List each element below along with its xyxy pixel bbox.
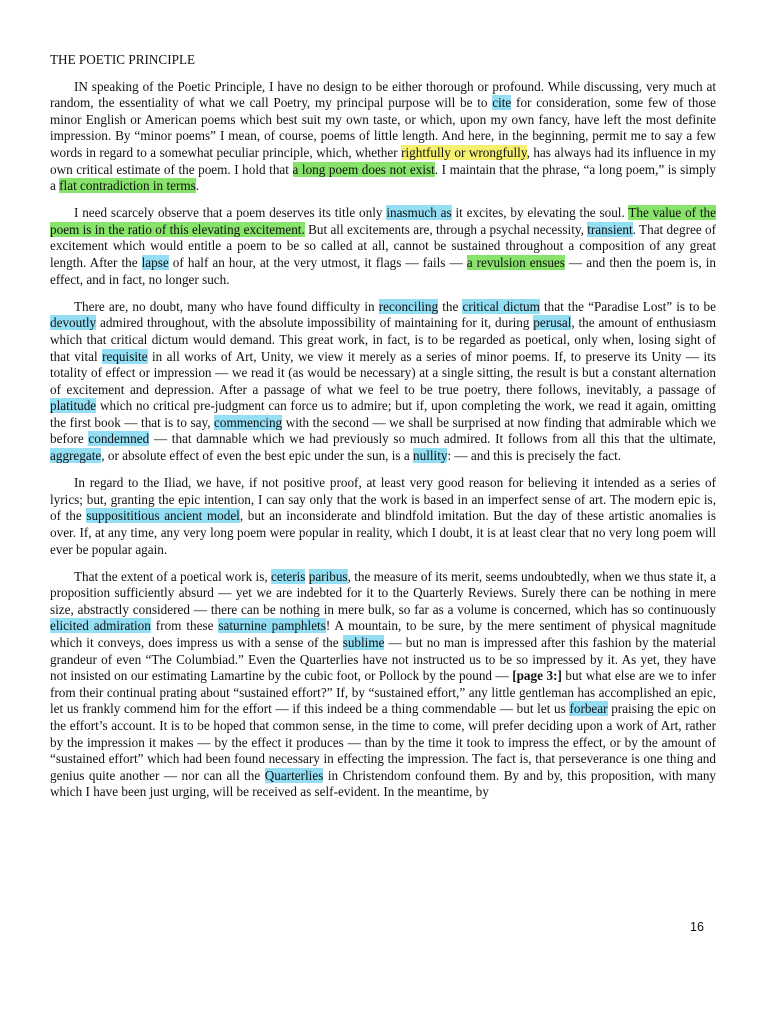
highlighted-phrase: The value of the poem is in the ratio of this elevating excitement. [50, 205, 716, 237]
text-run: which no critical pre-judgment can force us to admire; but if, upon completing the work, we read it again, omitting the first book — that is to say, [50, 398, 716, 430]
text-run: in Christendom confound them. By and by, this proposition, with many which I have been just urging, will be received as self-evident. In the meantime, by [50, 767, 717, 800]
highlighted-phrase: critical dictum [462, 298, 540, 314]
highlighted-phrase: condemned [88, 431, 150, 447]
highlighted-phrase: a long poem does not exist [292, 161, 435, 177]
text-run: , but an inconsiderate and blindfold imitation. But the day of these artistic anomalies is over. If, at any time, any very long poem were popular in reality, which I doubt, it is at least clear that no very long poem will ever be popular again. [50, 508, 716, 557]
text-run: — but no man is impressed after this fashion by the material grandeur of even “The Columbiad.” Even the Quarterlies have not instructed us to be so impressed by it. As yet, they have not insisted on our estimating Lamartine by the cubic foot, or Pollock by the pound — [50, 635, 717, 684]
text-run: in all works of Art, Unity, we view it merely as a series of minor poems. If, to preserve its Unity — its totality of effect or impression — we read it (as would be necessary) at a single sitting, the result is but a constant alternation of excitement and depression. After a passage of what we feel to be true poetry, there follows, inevitably, a passage of [50, 348, 716, 397]
text-run: , or absolute effect of even the best epic under the sun, is a [101, 448, 414, 464]
text-run: , the measure of its merit, seems undoubtedly, when we thus state it, a proposition sufficiently absurd — yet we are indebted for it to the Quarterly Reviews. Surely there can be nothing in mere size, abstractly considered — there can be nothing in mere bulk, so far as a volume is concerned, which has so continuously [50, 568, 717, 617]
highlighted-phrase: Quarterlies [264, 767, 324, 783]
text-run: I need scarcely observe that a poem deserves its title only [74, 205, 387, 221]
highlighted-phrase: requisite [102, 348, 148, 364]
highlighted-phrase: nullity [413, 448, 448, 464]
highlighted-phrase: flat contradiction in terms [59, 178, 196, 194]
highlighted-phrase: sublime [342, 635, 385, 650]
page-marker: [page 3:] [512, 668, 562, 684]
paragraph [50, 475, 716, 558]
highlighted-phrase: ceteris [270, 568, 306, 584]
highlighted-phrase: supposititious ancient model [86, 508, 240, 524]
paragraph [50, 79, 716, 195]
text-run: — that damnable which we had previously so much admired. It follows from all this that the ultimate, [149, 431, 716, 447]
text-run: ! A mountain, to be sure, by the mere sentiment of physical magnitude which it conveys, does impress us with a sense of the [50, 618, 716, 650]
text-run: with the second — we shall be surprised at now finding that admirable which we before [50, 414, 717, 447]
paragraph [50, 299, 716, 465]
highlighted-phrase: saturnine pamphlets [218, 618, 326, 634]
text-run: . [195, 178, 200, 194]
highlighted-phrase: forbear [569, 701, 608, 717]
text-run: for consideration, some few of those minor English or American poems which best suit my own taste, or which, upon my own fancy, have left the most definite impression. By “minor poems” I mean, of course, poems of little length. And here, in the beginning, permit me to say a few words in regard to a somewhat peculiar principle, which, whether [50, 95, 716, 160]
text-run: That the extent of a poetical work is, [74, 568, 271, 584]
text-run: of half an hour, at the very utmost, it flags — fails — [168, 255, 467, 271]
highlighted-phrase: paribus [308, 568, 348, 584]
highlighted-phrase: lapse [141, 255, 169, 271]
highlighted-phrase: inasmuch as [386, 205, 452, 221]
text-run: : — and this is precisely the fact. [447, 448, 622, 464]
page-number: 16 [690, 920, 704, 934]
text-run: praising the epic on the effort’s account. It is to be hoped that common sense, in the time to come, will prefer deciding upon a work of Art, rather by the impression it makes — by the effect it produces — than by the time it took to impress the effect, or by the amount of “sustained effort” which had been found necessary in effecting the impression. The fact is, that perseverance is one thing and genius quite another — nor can all the [50, 701, 717, 783]
highlighted-phrase: cite [492, 95, 512, 111]
paragraph [50, 205, 716, 288]
document-title: THE POETIC PRINCIPLE [50, 52, 196, 67]
highlighted-phrase: rightfully or wrongfully [401, 144, 527, 160]
highlighted-phrase: platitude [50, 398, 97, 414]
text-run: , the amount of enthusiasm which that critical dictum would demand. This great work, in fact, is to be regarded as poetical, only when, losing sight of that vital [50, 315, 716, 364]
highlighted-phrase: aggregate [50, 448, 102, 464]
text-run: . That degree of excitement which would entitle a poem to be so called at all, cannot be sustained throughout a composition of any great length. After the [50, 221, 716, 271]
highlighted-phrase: elicited admiration [50, 618, 151, 634]
text-run: that the “Paradise Lost” is to be [539, 298, 717, 314]
text-run: — and then the poem is, in effect, and in fact, no longer such. [50, 255, 717, 287]
text-run: admired throughout, with the absolute impossibility of maintaining for it, during [96, 315, 534, 331]
text-run: IN speaking of the Poetic Principle, I have no design to be either thorough or profound. While discussing, very much at random, the essentiality of what we call Poetry, my principal purpose will be to [50, 78, 716, 111]
text-run: from these [150, 618, 219, 634]
text-run: the [438, 298, 463, 314]
paragraph [50, 569, 716, 801]
document-body [50, 79, 716, 801]
text-run: But all excitements are, through a psychal necessity, [304, 221, 588, 237]
highlighted-phrase: perusal [533, 315, 572, 331]
text-run: but what else are we to infer from their continual prating about “sustained effort?” If, by “sustained effort,” any little gentleman has accomplished an epic, let us frankly commend him for the effort — if this indeed be a thing commendable — but let us [50, 668, 716, 717]
text-run: There are, no doubt, many who have found difficulty in [74, 298, 379, 314]
document-page [50, 52, 716, 811]
highlighted-phrase: commencing [214, 414, 283, 430]
highlighted-phrase: a revulsion ensues [466, 255, 565, 271]
highlighted-phrase: devoutly [50, 315, 97, 331]
text-run: . I maintain that the phrase, “a long poem,” is simply a [50, 161, 717, 194]
text-run: , has always had its influence in my own critical estimate of the poem. I hold that [50, 144, 717, 177]
highlighted-phrase: reconciling [378, 298, 439, 314]
text-run: In regard to the Iliad, we have, if not positive proof, at least very good reason for believing it intended as a series of lyrics; but, granting the epic intention, I can say only that the work is based in an imperfect sense of art. The modern epic is, of the [50, 475, 716, 524]
highlighted-phrase: transient [587, 221, 633, 237]
text-run: it excites, by elevating the soul. [451, 205, 629, 221]
